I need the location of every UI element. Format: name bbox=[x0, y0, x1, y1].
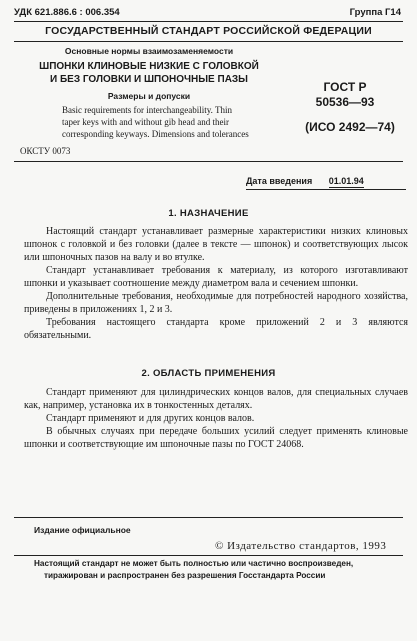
official-edition: Издание официальное bbox=[34, 525, 131, 535]
paragraph: В обычных случаях при передаче больших усилий следует применять клиновые шпонки и соответствующие им шпоночные пазы по ГОСТ 24068. bbox=[24, 426, 408, 450]
iso-reference: (ИСО 2492—74) bbox=[305, 120, 395, 134]
notice-line1: Настоящий стандарт не может быть полностью или частично воспроизведен, bbox=[34, 559, 354, 568]
subtitle: Размеры и допуски bbox=[107, 91, 191, 101]
standard-org-text: ГОСУДАРСТВЕННЫЙ СТАНДАРТ РОССИЙСКОЙ ФЕДЕРАЦИИ bbox=[45, 25, 372, 37]
divider bbox=[14, 517, 403, 518]
english-title-line1: Basic requirements for interchangeability. Thin bbox=[62, 105, 232, 115]
reproduction-notice bbox=[34, 558, 406, 582]
basic-norms: Основные нормы взаимозаменяемости bbox=[64, 46, 234, 56]
group-code: Группа Г14 bbox=[349, 7, 401, 18]
notice-line2: тиражирован и распространен без разрешения Госстандарта России bbox=[44, 571, 326, 580]
intro-date-label: Дата введения bbox=[246, 176, 313, 186]
gost-label: ГОСТ Р bbox=[323, 80, 367, 94]
paragraph: Настоящий стандарт устанавливает размерные характеристики низких клиновых шпонок с головкой и без головки (далее в тексте — шпонок) и соответствующих лысок или шпоночных пазов на валу и во втулке. bbox=[24, 226, 408, 263]
main-title-line1: ШПОНКИ КЛИНОВЫЕ НИЗКИЕ С ГОЛОВКОЙ bbox=[39, 61, 259, 72]
english-title-line2: taper keys with and without gib head and their bbox=[62, 117, 229, 127]
divider bbox=[14, 555, 403, 556]
paragraph: Дополнительные требования, необходимые для потребностей народного хозяйства, приведены в приложениях 1, 2 и 3. bbox=[24, 291, 408, 315]
main-title-line2: И БЕЗ ГОЛОВКИ И ШПОНОЧНЫЕ ПАЗЫ bbox=[50, 74, 248, 85]
paragraph: Стандарт применяют для цилиндрических концов валов, для специальных случаев как, например, установка их в тонкостенных деталях. bbox=[24, 387, 408, 411]
paragraph: Требования настоящего стандарта кроме приложений 2 и 3 являются обязательными. bbox=[24, 317, 408, 341]
section-body-purpose bbox=[24, 225, 408, 342]
paragraph: Стандарт устанавливает требования к материалу, из которого изготавливают шпонки и указывает соотношение между диаметром вала и сечением шпонки. bbox=[24, 265, 408, 289]
copyright: © Издательство стандартов, 1993 bbox=[215, 540, 387, 552]
paragraph: Стандарт применяют и для других концов валов. bbox=[46, 413, 255, 424]
oksty-code: ОКСТУ 0073 bbox=[20, 146, 71, 156]
udk-code: УДК 621.886.6 : 006.354 bbox=[14, 7, 120, 18]
divider bbox=[14, 161, 403, 162]
intro-date bbox=[246, 176, 364, 188]
section-body-scope bbox=[24, 386, 408, 451]
section-heading-scope: 2. ОБЛАСТЬ ПРИМЕНЕНИЯ bbox=[141, 368, 276, 379]
gost-designation bbox=[300, 80, 390, 110]
title-block bbox=[14, 45, 284, 140]
intro-date-value: 01.01.94 bbox=[328, 176, 364, 186]
section-heading-purpose: 1. НАЗНАЧЕНИЕ bbox=[168, 208, 249, 219]
gost-number: 50536—93 bbox=[315, 95, 375, 109]
divider bbox=[246, 189, 406, 190]
english-title-line3: corresponding keyways. Dimensions and tolerances bbox=[62, 129, 249, 139]
standard-org-banner bbox=[14, 21, 403, 42]
top-row bbox=[14, 7, 403, 21]
